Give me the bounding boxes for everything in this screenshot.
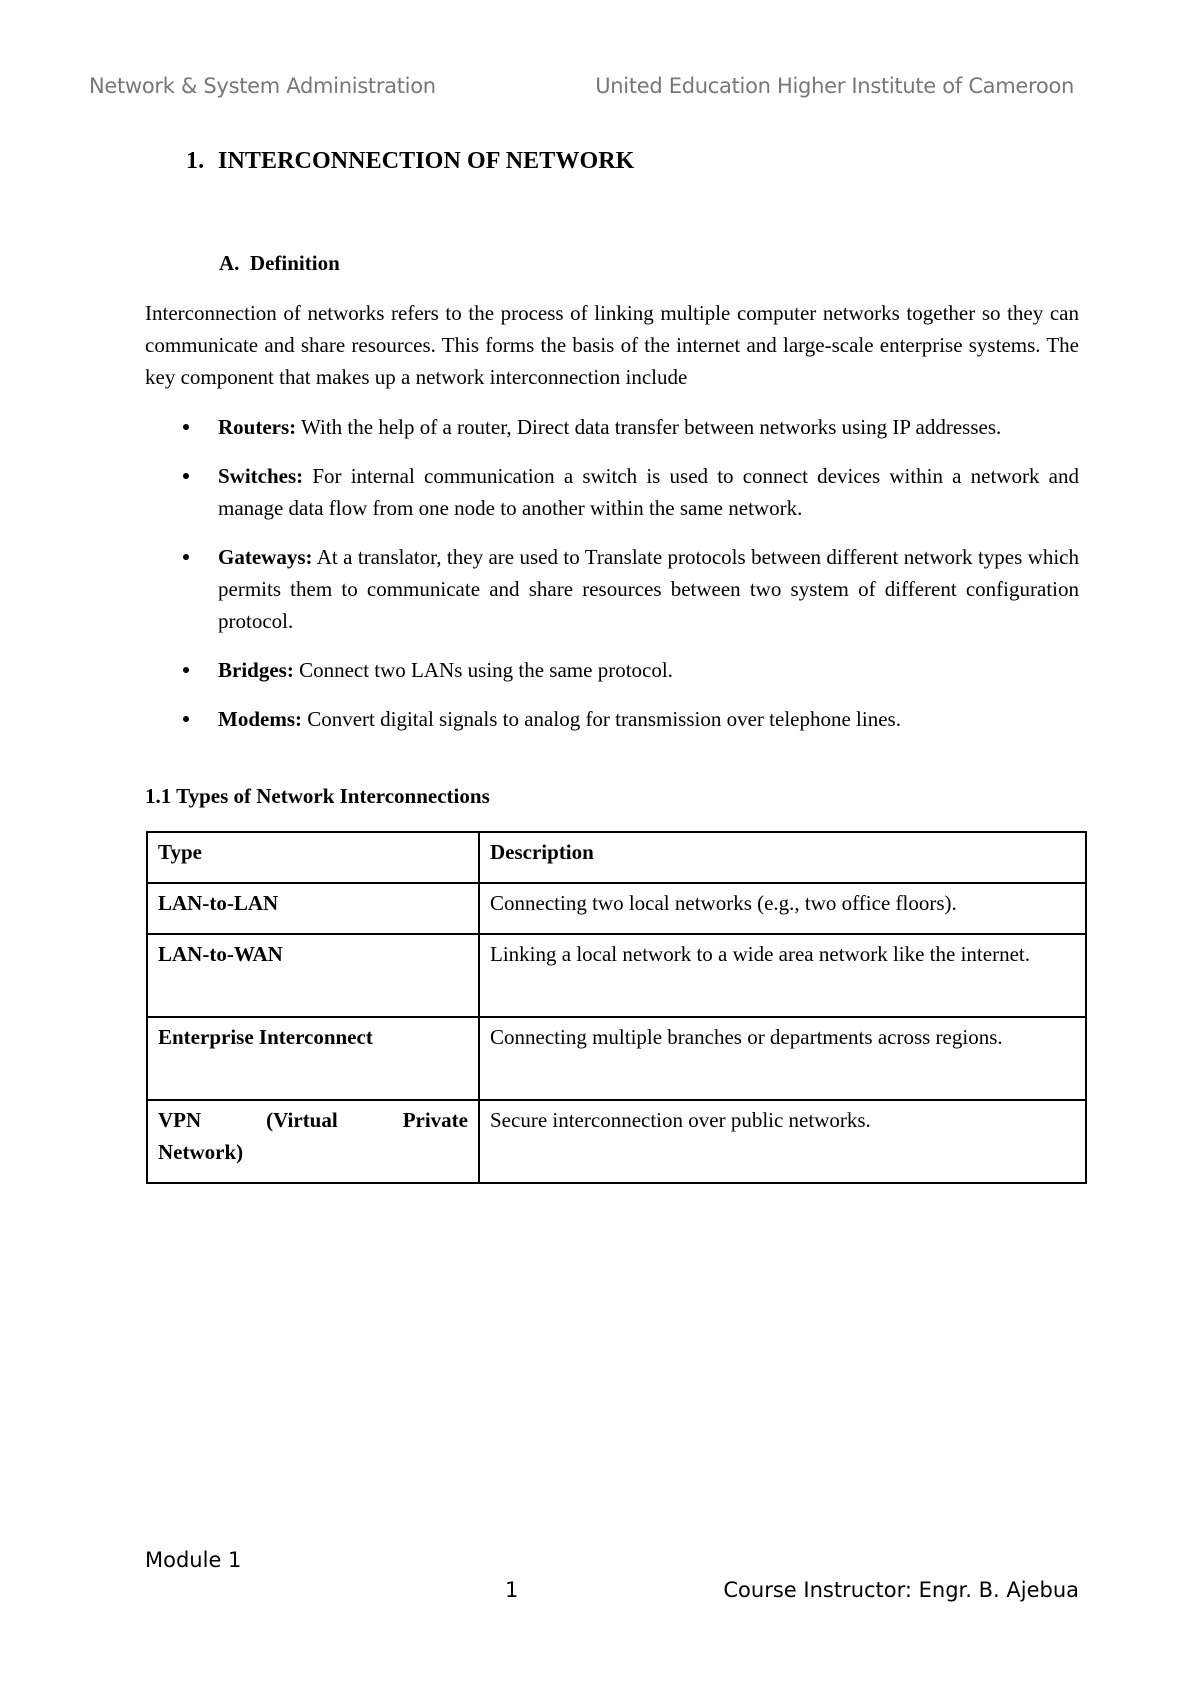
list-item-bridges xyxy=(145,654,1079,686)
interconnection-types-table xyxy=(146,831,1087,1184)
list-item-text: With the help of a router, Direct data transfer between networks using IP addresses. xyxy=(296,415,1002,439)
bullet-icon xyxy=(183,424,189,430)
list-item-text: Connect two LANs using the same protocol. xyxy=(293,658,673,682)
list-item-term: Modems: xyxy=(218,707,302,731)
table-row xyxy=(147,883,1086,934)
list-item-text: At a translator, they are used to Translate protocols between different network types which permits them to communicate and share resources between two system of different configuration protocol. xyxy=(218,545,1079,633)
table-cell-type: Enterprise Interconnect xyxy=(147,1017,479,1100)
list-item-routers xyxy=(145,411,1079,443)
list-item-modems xyxy=(145,703,1079,735)
table-cell-description: Connecting multiple branches or departments across regions. xyxy=(479,1017,1086,1100)
list-item-term: Bridges: xyxy=(218,658,294,682)
header-course-title: Network & System Administration xyxy=(89,74,436,98)
list-item-term: Routers: xyxy=(218,415,297,439)
list-item-switches xyxy=(145,460,1079,524)
table-cell-type-line1 xyxy=(158,1104,468,1136)
type-word: (Virtual xyxy=(266,1108,338,1132)
bullet-icon xyxy=(183,716,189,722)
list-item-gateways xyxy=(145,541,1079,637)
bullet-icon xyxy=(183,554,189,560)
footer-page-number: 1 xyxy=(505,1578,519,1602)
section-title: INTERCONNECTION OF NETWORK xyxy=(218,148,635,174)
intro-paragraph: Interconnection of networks refers to the process of linking multiple computer networks together so they can communicate and share resources. This forms the basis of the internet and large-scale enterprise systems. The key component that makes up a network interconnection include xyxy=(145,301,1079,389)
table-cell-description: Linking a local network to a wide area network like the internet. xyxy=(479,934,1086,1017)
table-header-row xyxy=(147,832,1086,883)
list-item-term: Gateways: xyxy=(218,545,313,569)
bullet-icon xyxy=(183,667,189,673)
table-row xyxy=(147,1100,1086,1183)
list-item-text: Convert digital signals to analog for transmission over telephone lines. xyxy=(301,707,901,731)
table-cell-type-line2: Network) xyxy=(158,1140,244,1164)
table-cell-type: LAN-to-LAN xyxy=(147,883,479,934)
footer-module: Module 1 xyxy=(145,1548,242,1572)
table-header-description: Description xyxy=(479,832,1086,883)
component-list xyxy=(145,411,1079,752)
table-cell-type xyxy=(147,1100,479,1183)
subsection-heading: A. Definition xyxy=(219,251,340,275)
footer-instructor: Course Instructor: Engr. B. Ajebua xyxy=(723,1578,1079,1602)
bullet-icon xyxy=(183,473,189,479)
table-row xyxy=(147,934,1086,1017)
list-item-term: Switches: xyxy=(218,464,304,488)
table-row xyxy=(147,1017,1086,1100)
header-institution: United Education Higher Institute of Cameroon xyxy=(595,74,1074,98)
list-item-text: For internal communication a switch is used to connect devices within a network and manage data flow from one node to another within the same network. xyxy=(218,464,1079,520)
section-number: 1. xyxy=(186,148,205,174)
table-header-type: Type xyxy=(147,832,479,883)
table-cell-description: Connecting two local networks (e.g., two office floors). xyxy=(479,883,1086,934)
types-heading: 1.1 Types of Network Interconnections xyxy=(145,784,490,808)
table-cell-description: Secure interconnection over public networks. xyxy=(479,1100,1086,1183)
type-word: Private xyxy=(402,1108,468,1132)
table-cell-type: LAN-to-WAN xyxy=(147,934,479,1017)
type-word: VPN xyxy=(158,1108,202,1132)
